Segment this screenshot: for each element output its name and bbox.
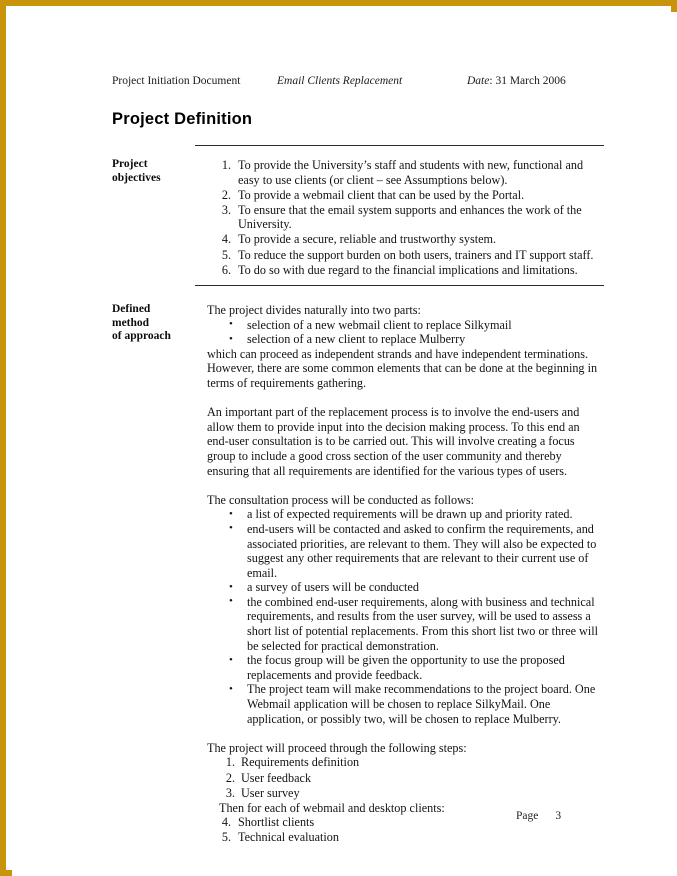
consultation-point-text: The project team will make recommendations to the project board. One Webmail application will be chosen to replace SilkyMail. One application, or possibly two, will be chosen to replace Mulberry. bbox=[247, 682, 596, 726]
bullet-icon: • bbox=[229, 318, 233, 331]
section-label-line-1: Defined method bbox=[112, 303, 151, 329]
bullet-icon: • bbox=[229, 522, 233, 535]
section-body-defined-method bbox=[207, 303, 604, 845]
objective-number: 1. bbox=[221, 158, 231, 172]
project-step-item bbox=[207, 771, 604, 786]
objective-item bbox=[207, 248, 604, 263]
objective-text: To provide the University’s staff and students with new, functional and easy to use clients (or client – see Assumptions below). bbox=[238, 158, 584, 187]
steps-interjection: Then for each of webmail and desktop clients: bbox=[219, 800, 445, 815]
paragraph-spacer bbox=[207, 478, 604, 493]
header-date-label: Date bbox=[467, 75, 490, 87]
consultation-point-item bbox=[207, 682, 604, 726]
objective-item bbox=[207, 158, 604, 187]
objective-number: 2. bbox=[221, 187, 231, 202]
consultation-point-item bbox=[207, 595, 604, 653]
objective-text: To provide a webmail client that can be used by the Portal. bbox=[238, 187, 525, 202]
footer-page-number: 3 bbox=[555, 810, 562, 822]
consultation-point-text: end-users will be contacted and asked to confirm the requirements, and associated priorities, are relevant to them. They will also be expected to suggest any other requirements that are relevant to their current use of email. bbox=[247, 521, 597, 580]
project-step-number: 5. bbox=[221, 830, 231, 845]
approach-end-user-paragraph: An important part of the replacement process is to involve the end-users and allow them to provide input into the decision making process. To this end an end-user consultation is to be carried out. This will involve creating a focus group to include a good cross section of the user community and thereby ensuring that all requirements are identified for the various types of users. bbox=[207, 405, 580, 478]
consultation-points-list bbox=[207, 507, 604, 726]
project-step-item bbox=[207, 755, 604, 770]
objective-number: 6. bbox=[221, 262, 231, 277]
project-step-number: 2. bbox=[225, 770, 235, 785]
header-document-type: Project Initiation Document bbox=[112, 75, 241, 87]
section-divider-top bbox=[195, 145, 604, 146]
approach-after-parts: which can proceed as independent strands and have independent terminations. However, there are some common elements that can be done at the beginning in terms of requirements gathering. bbox=[207, 346, 598, 390]
header-date bbox=[467, 75, 566, 87]
approach-part-text: selection of a new client to replace Mulberry bbox=[247, 332, 466, 347]
document-running-header bbox=[112, 75, 604, 91]
consultation-point-text: the combined end-user requirements, along with business and technical requirements, and results from the user survey, will be used to assess a short list of potential replacements. From this short list two or three will be selected for practical demonstration. bbox=[247, 594, 599, 653]
project-step-number: 4. bbox=[221, 815, 231, 830]
bullet-icon: • bbox=[229, 580, 233, 593]
bullet-icon: • bbox=[229, 595, 233, 608]
approach-parts-list bbox=[207, 318, 604, 347]
project-step-text: Shortlist clients bbox=[238, 815, 315, 830]
project-step-text: Requirements definition bbox=[241, 755, 360, 770]
bullet-icon: • bbox=[229, 653, 233, 666]
section-body-project-objectives bbox=[207, 158, 604, 278]
approach-part-text: selection of a new webmail client to replace Silkymail bbox=[247, 317, 512, 332]
project-step-item bbox=[207, 786, 604, 801]
objective-item bbox=[207, 188, 604, 203]
project-step-text: Technical evaluation bbox=[238, 830, 339, 845]
approach-part-item bbox=[207, 332, 604, 347]
approach-intro: The project divides naturally into two parts: bbox=[207, 303, 421, 317]
objective-item bbox=[207, 203, 604, 232]
objective-item bbox=[207, 263, 604, 278]
project-step-number: 1. bbox=[225, 755, 235, 770]
section-label-defined-method bbox=[112, 303, 190, 344]
project-step-text: User survey bbox=[241, 785, 300, 800]
paragraph-spacer bbox=[207, 726, 604, 741]
steps-intro: The project will proceed through the following steps: bbox=[207, 740, 467, 755]
section-label-project-objectives bbox=[112, 158, 190, 185]
header-date-separator: : bbox=[489, 75, 496, 87]
header-project-name: Email Clients Replacement bbox=[277, 75, 403, 87]
objectives-list bbox=[207, 158, 604, 277]
objective-text: To do so with due regard to the financial implications and limitations. bbox=[238, 262, 578, 277]
consultation-point-item bbox=[207, 653, 604, 682]
objective-text: To provide a secure, reliable and trustworthy system. bbox=[238, 232, 497, 247]
objective-text: To ensure that the email system supports and enhances the work of the University. bbox=[238, 202, 582, 232]
consultation-intro: The consultation process will be conducted as follows: bbox=[207, 492, 475, 507]
bullet-icon: • bbox=[229, 682, 233, 695]
document-page bbox=[12, 12, 677, 876]
objective-number: 3. bbox=[221, 202, 231, 217]
objective-number: 5. bbox=[221, 247, 231, 262]
project-step-item bbox=[207, 830, 604, 845]
section-divider-middle bbox=[195, 285, 604, 286]
consultation-point-text: the focus group will be given the opportunity to use the proposed replacements and provide feedback. bbox=[247, 653, 565, 682]
consultation-point-item bbox=[207, 507, 604, 522]
bullet-icon: • bbox=[229, 332, 233, 345]
consultation-point-item bbox=[207, 522, 604, 580]
approach-part-item bbox=[207, 318, 604, 333]
header-date-value: 31 March 2006 bbox=[495, 75, 566, 87]
section-label-line-2: of approach bbox=[112, 330, 171, 342]
section-label-line-2: objectives bbox=[112, 171, 161, 184]
consultation-point-text: a list of expected requirements will be drawn up and priority rated. bbox=[247, 507, 573, 522]
section-label-line-1: Project bbox=[112, 158, 148, 170]
bullet-icon: • bbox=[229, 507, 233, 520]
objective-text: To reduce the support burden on both users, trainers and IT support staff. bbox=[238, 247, 594, 262]
document-footer bbox=[516, 810, 561, 822]
page-title: Project Definition bbox=[112, 110, 253, 129]
consultation-point-item bbox=[207, 580, 604, 595]
project-step-text: User feedback bbox=[241, 770, 312, 785]
project-step-number: 3. bbox=[225, 785, 235, 800]
consultation-point-text: a survey of users will be conducted bbox=[247, 580, 419, 595]
objective-number: 4. bbox=[221, 232, 231, 247]
objective-item bbox=[207, 232, 604, 247]
paragraph-spacer bbox=[207, 391, 604, 406]
project-steps-list-first bbox=[207, 755, 604, 800]
footer-page-label: Page bbox=[516, 810, 539, 822]
